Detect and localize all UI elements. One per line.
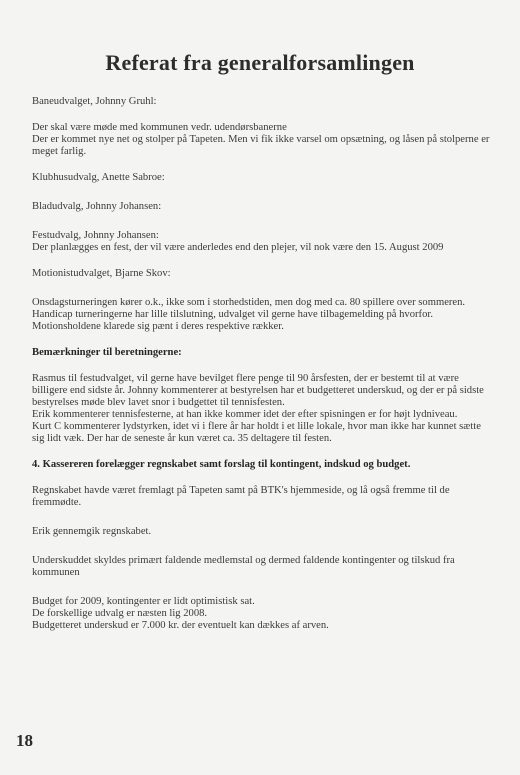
paragraph-text: Der er kommet nye net og stolper på Tapeten. Men vi fik ikke varsel om opsætning, og låsen på stolperne er meget farlig. <box>32 134 490 157</box>
section-heading-kassereren: 4. Kassereren forelægger regnskabet samt forslag til kontingent, indskud og budget. <box>32 459 411 470</box>
paragraph-text: Der planlægges en fest, der vil være anderledes end den plejer, vil nok være den 15. August 2009 <box>32 242 444 253</box>
paragraph-text: De forskellige udvalg er næsten lig 2008. <box>32 608 208 619</box>
paragraph-text: Rasmus til festudvalget, vil gerne have bevilget flere penge til 90 årsfesten, der er bestemt til at være billigere end sidste år. Johnny kommenterer at bestyrelsen har et budgetteret underskud, og der er på sidste bestyrelses møde blev lavet snor i budgettet til tennisfesten. <box>32 373 484 408</box>
paragraph-text: Der skal være møde med kommunen vedr. udendørsbanerne <box>32 122 287 133</box>
paragraph-text: Budgetteret underskud er 7.000 kr. der eventuelt kan dækkes af arven. <box>32 620 329 631</box>
paragraph-text: Erik kommenterer tennisfesterne, at han ikke kommer idet der efter spisningen er for højt lydniveau. <box>32 409 458 420</box>
section-heading-festudvalg: Festudvalg, Johnny Johansen: <box>32 230 159 241</box>
page-number: 18 <box>16 731 33 750</box>
section-heading-baneudvalget: Baneudvalget, Johnny Gruhl: <box>32 96 157 107</box>
paragraph-text: Regnskabet havde været fremlagt på Tapeten samt på BTK's hjemmeside, og lå også fremme til de fremmødte. <box>32 485 450 508</box>
paragraph-text: Erik gennemgik regnskabet. <box>32 526 152 537</box>
document-body <box>32 96 492 632</box>
section-heading-motionistudvalget: Motionistudvalget, Bjarne Skov: <box>32 268 171 279</box>
section-heading-klubhusudvalg: Klubhusudvalg, Anette Sabroe: <box>32 172 165 183</box>
paragraph-text: Motionsholdene klarede sig pænt i deres respektive rækker. <box>32 321 284 332</box>
section-heading-bemaerkninger: Bemærkninger til beretningerne: <box>32 347 182 358</box>
paragraph-text: Budget for 2009, kontingenter er lidt optimistisk sat. <box>32 596 255 607</box>
paragraph-text: Kurt C kommenterer lydstyrken, idet vi i flere år har holdt i et lille lokale, hvor man ikke har kunnet sætte sig lidt væk. Der har de seneste år kun været ca. 35 deltagere til festen. <box>32 421 481 444</box>
paragraph-text: Onsdagsturneringen kører o.k., ikke som i storhedstiden, men dog med ca. 80 spillere over sommeren. Handicap turneringerne har lille tilslutning, udvalget vil gerne have tilbagemelding på hvorfor. <box>32 297 466 320</box>
paragraph-text: Underskuddet skyldes primært faldende medlemstal og dermed faldende kontingenter og tilskud fra kommunen <box>32 555 455 578</box>
section-heading-bladudvalg: Bladudvalg, Johnny Johansen: <box>32 201 162 212</box>
page-title: Referat fra generalforsamlingen <box>105 50 415 75</box>
